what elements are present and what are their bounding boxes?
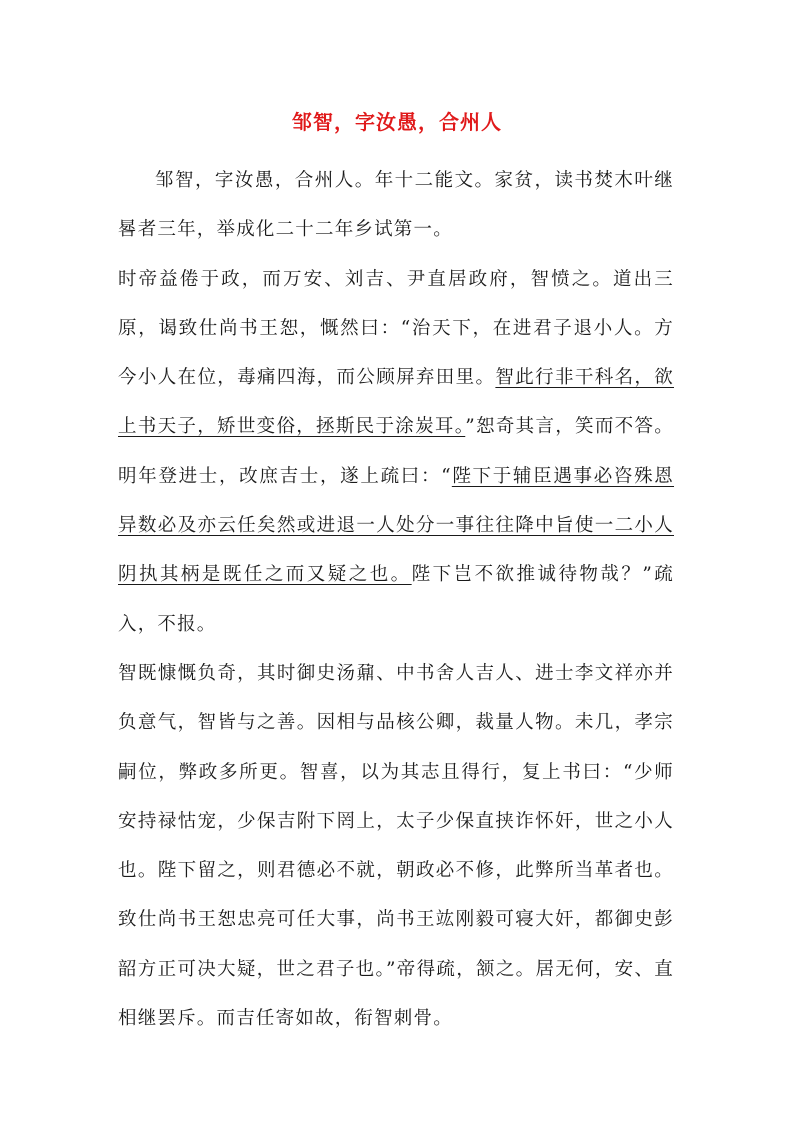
- paragraph-2-text-a: 时帝益倦于政，而万安、刘吉、尹直居政府，智愤之。道出三原，谒致仕尚书王恕，慨然曰：“治天下，在进君子退小人。方今小人在位，毒痛四海，而公顾屏弃田里。: [118, 268, 674, 389]
- paragraph-2-underlined-1: 智此行非干科名，欲上书天子，矫世变俗，拯斯民于涂炭耳。: [118, 367, 674, 438]
- paragraph-2-text-b: ”恕奇其言，笑而不答。明年登进士，改庶吉士，遂上疏曰：“: [118, 416, 674, 487]
- paragraph-3: 智既慷慨负奇，其时御史汤鼐、中书舍人吉人、进士李文祥亦并负意气，智皆与之善。因相与品核公卿，裁量人物。未几，孝宗嗣位，弊政多所更。智喜，以为其志且得行，复上书曰：“少师安持禄怙宠，少保吉附下罔上，太子少保直挟诈怀奸，世之小人也。陛下留之，则君德必不就，朝政必不修，此弊所当革者也。致仕尚书王恕忠亮可任大事，尚书王竑刚毅可寝大奸，都御史彭韶方正可决大疑，世之君子也。”帝得疏，颔之。居无何，安、直相继罢斥。而吉任寄如故，衔智刺骨。: [118, 662, 674, 1030]
- document-body: [118, 156, 674, 1043]
- paragraph-2: [118, 255, 674, 649]
- paragraph-2-text-c: 陛下岂不欲推诚待物哉？”疏入，不报。: [118, 564, 674, 635]
- paragraph-2-underlined-2: 陛下于辅臣遇事必咨殊恩异数必及亦云任矣然或进退一人处分一事往往降中旨使一二小人阴执其柄是既任之而又疑之也。: [118, 465, 675, 586]
- paragraph-1: 邹智，字汝愚，合州人。年十二能文。家贫，读书焚木叶继晷者三年，举成化二十二年乡试第一。: [118, 170, 674, 241]
- document-title: 邹智，字汝愚，合州人: [292, 110, 502, 134]
